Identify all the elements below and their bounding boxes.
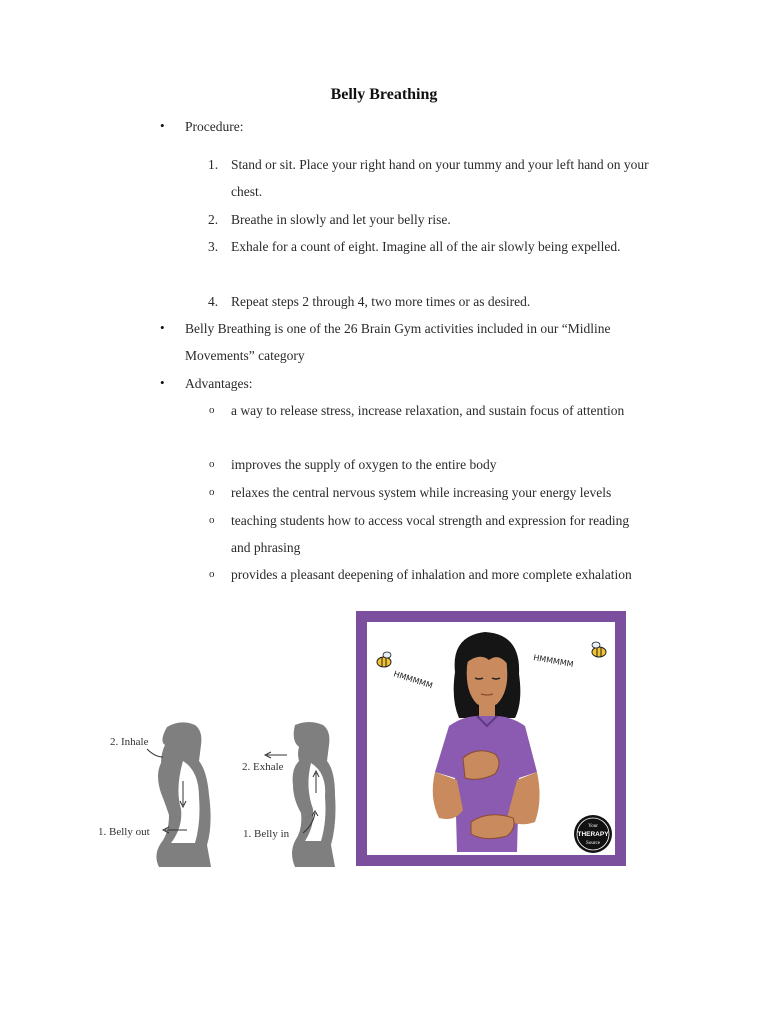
hum-left-text: HMMMMM	[392, 669, 434, 691]
advantage-item: a way to release stress, increase relaxation, and sustain focus of attention	[231, 403, 625, 418]
bullet-marker: •	[160, 375, 165, 390]
inhale-silhouette	[156, 722, 211, 867]
belly-in-label: 1. Belly in	[243, 828, 290, 840]
bullet-marker: •	[160, 118, 165, 133]
exhale-silhouette	[292, 722, 336, 867]
inhale-label: 2. Inhale	[110, 736, 149, 748]
step-number: 1.	[208, 157, 219, 172]
step-text: Repeat steps 2 through 4, two more times or as desired.	[231, 294, 531, 309]
sub-bullet-marker: o	[209, 568, 215, 580]
page-title: Belly Breathing	[330, 86, 438, 103]
step-text: Exhale for a count of eight. Imagine all of the air slowly being expelled.	[231, 239, 621, 254]
brain-gym-note: Belly Breathing is one of the 26 Brain Gym activities included in our “Midline Movements” category	[185, 321, 611, 363]
advantage-item: teaching students how to access vocal strength and expression for reading and phrasing	[231, 513, 630, 555]
sub-bullet-marker: o	[209, 486, 215, 498]
belly-out-label: 1. Belly out	[98, 826, 150, 838]
badge-bottom-text: Source	[586, 841, 600, 846]
sub-bullet-marker: o	[209, 458, 215, 470]
advantage-item: relaxes the central nervous system while increasing your energy levels	[231, 485, 612, 500]
advantage-item: provides a pleasant deepening of inhalation and more complete exhalation	[231, 567, 632, 582]
breathing-illustration	[367, 622, 615, 855]
bee-icon	[592, 642, 606, 657]
step-text: Breathe in slowly and let your belly rise.	[231, 212, 451, 227]
sub-bullet-marker: o	[209, 514, 215, 526]
procedure-label: Procedure:	[185, 119, 244, 134]
bullet-marker: •	[160, 320, 165, 335]
step-number: 2.	[208, 212, 219, 227]
sub-bullet-marker: o	[209, 404, 215, 416]
advantages-label: Advantages:	[185, 376, 253, 391]
hum-right-text: HMMMMM	[532, 653, 575, 670]
breathing-diagram	[95, 715, 350, 870]
step-text: Stand or sit. Place your right hand on your tummy and your left hand on your chest.	[231, 157, 649, 199]
bee-icon	[377, 652, 391, 667]
exhale-label: 2. Exhale	[242, 761, 284, 773]
step-number: 3.	[208, 239, 219, 254]
step-number: 4.	[208, 294, 219, 309]
advantage-item: improves the supply of oxygen to the entire body	[231, 457, 497, 472]
breathing-illustration-frame	[356, 611, 626, 866]
badge-middle-text: THERAPY	[577, 831, 609, 838]
therapy-source-badge	[574, 815, 612, 853]
girl-illustration	[367, 622, 615, 855]
badge-top-text: Your	[588, 824, 598, 829]
